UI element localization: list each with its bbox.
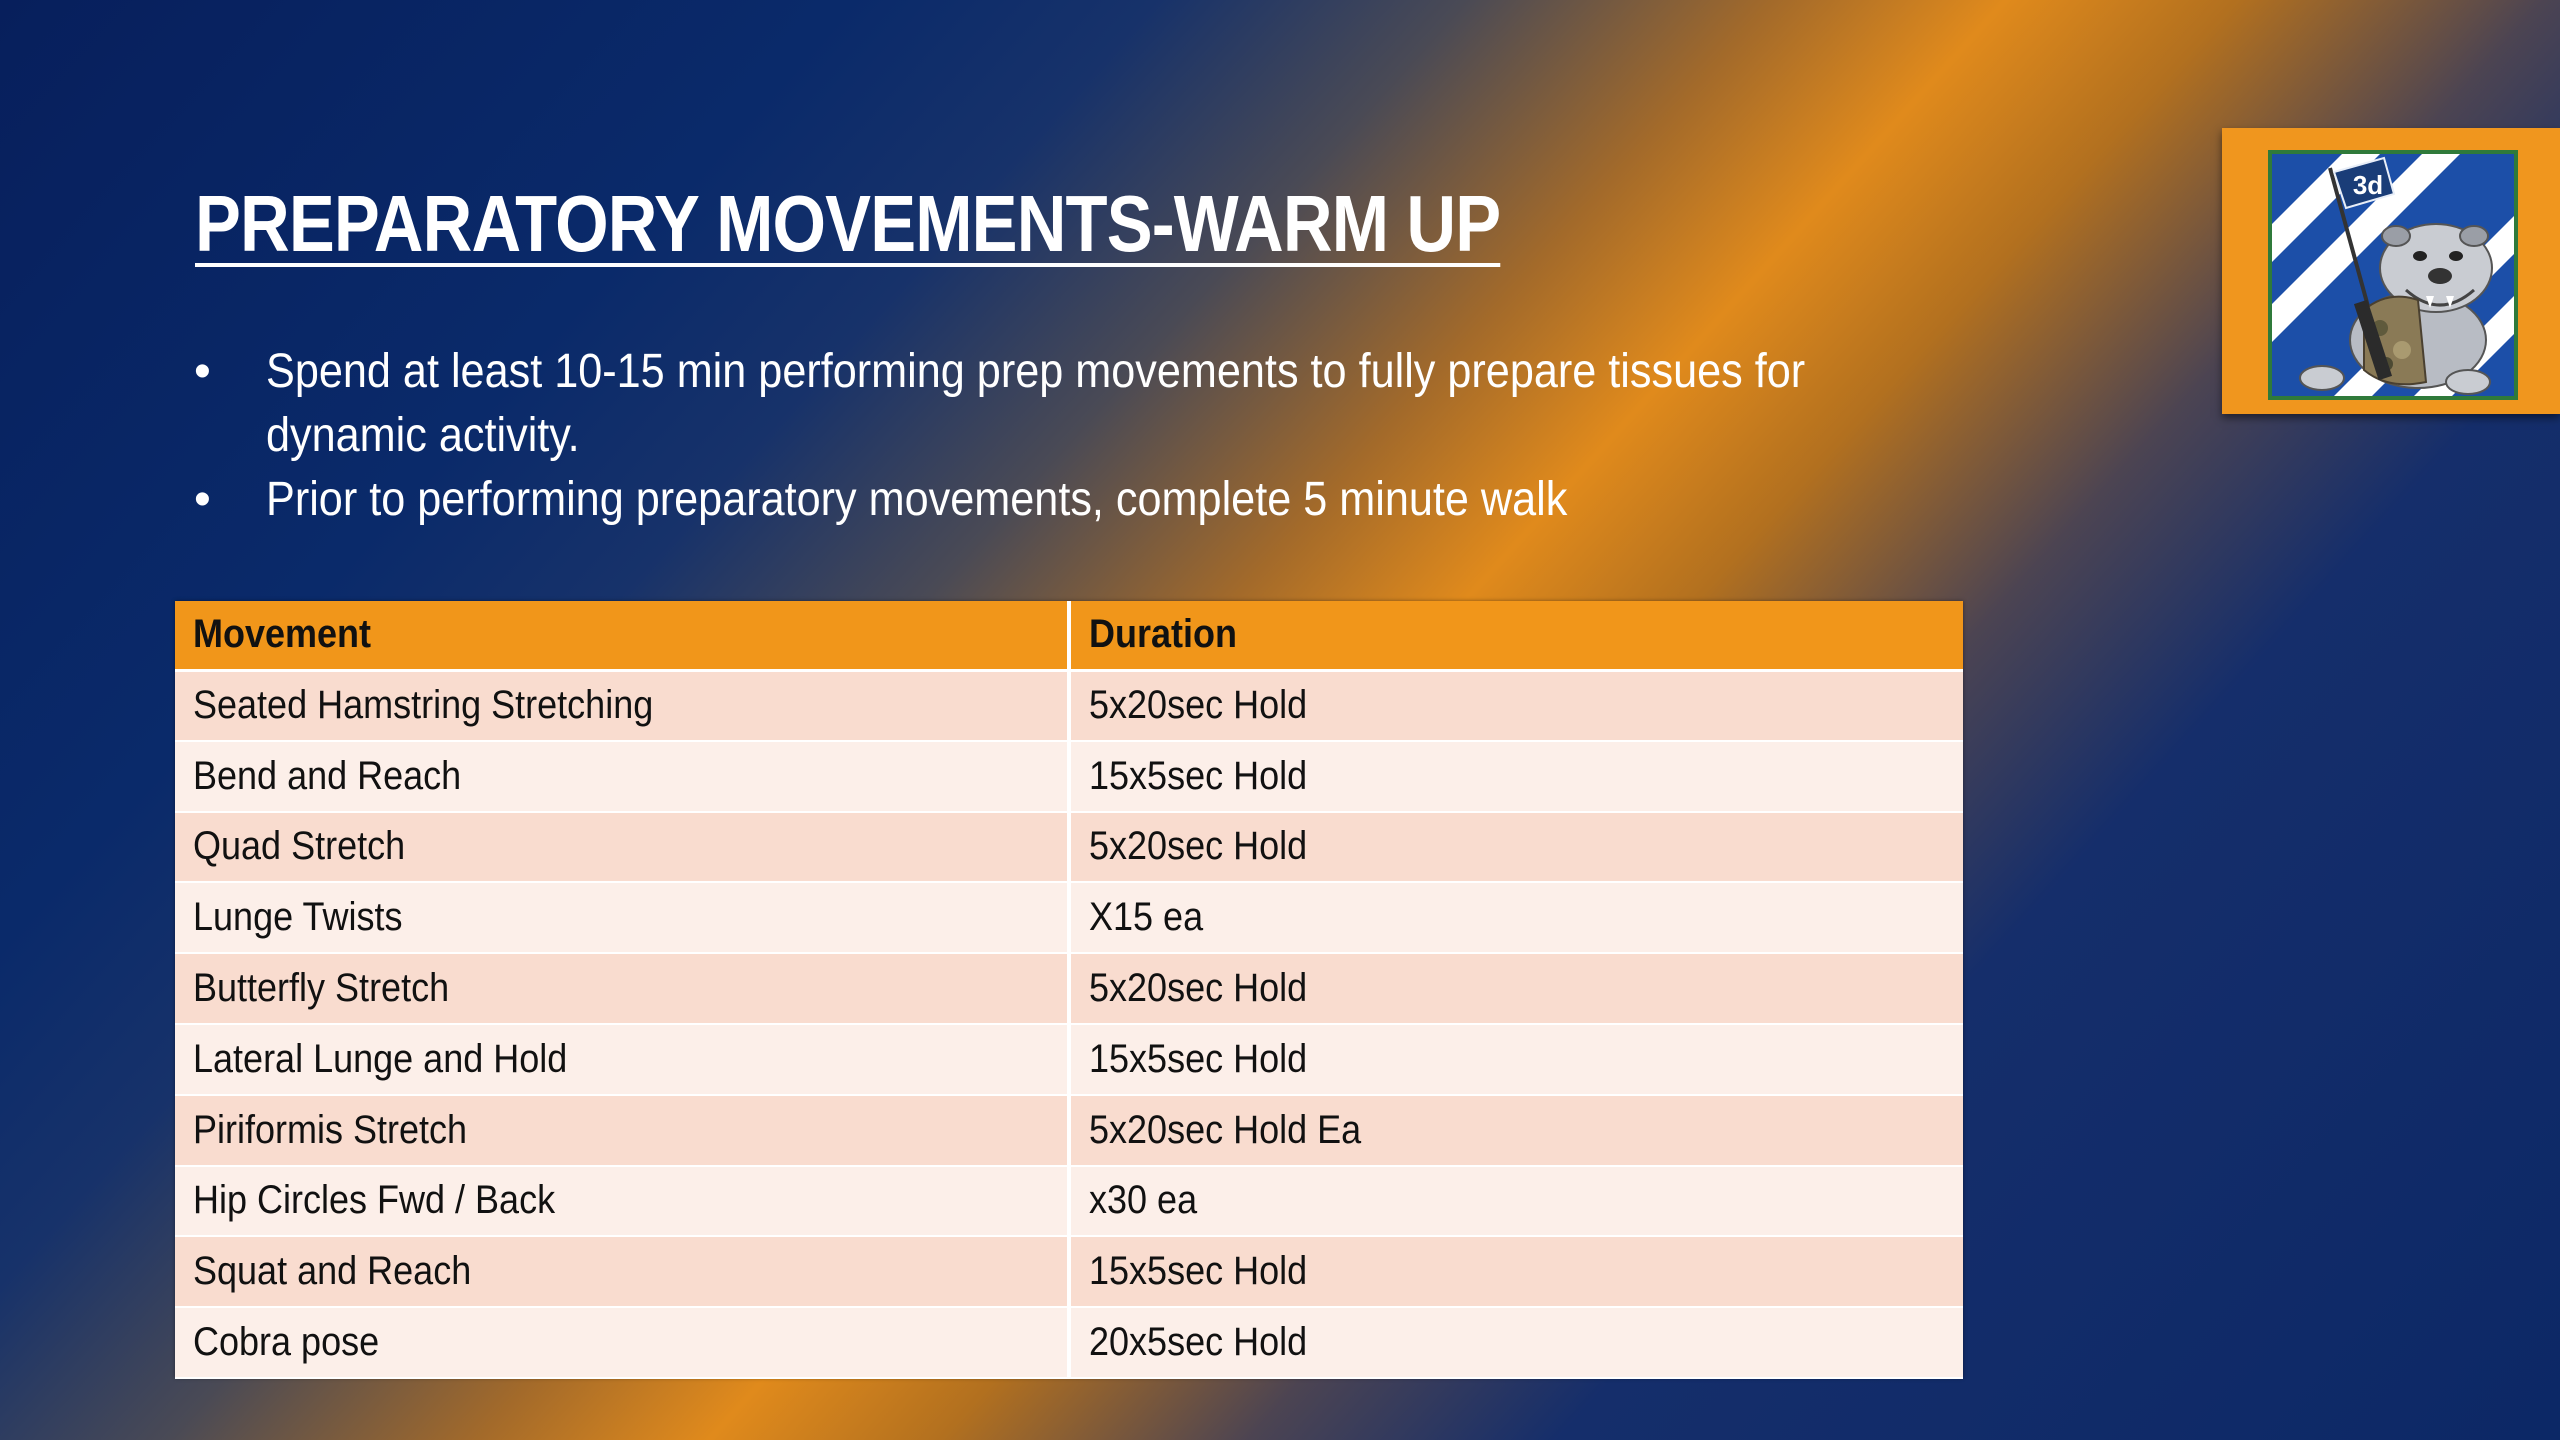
bullet-text: Spend at least 10-15 min performing prep movements to fully prepare tissues for dynamic activity. [266, 345, 1806, 462]
table-row [175, 812, 1963, 883]
duration-cell: x30 ea [1069, 1166, 1963, 1237]
bullet-marker: • [194, 473, 211, 526]
movement-cell: Seated Hamstring Stretching [175, 670, 1069, 741]
duration-cell: 5x20sec Hold Ea [1069, 1095, 1963, 1166]
table-row [175, 1166, 1963, 1237]
duration-cell: 15x5sec Hold [1069, 1236, 1963, 1307]
movements-table [175, 601, 1963, 1378]
header-movement: Movement [175, 601, 1069, 670]
bullet-marker: • [194, 345, 211, 398]
movement-cell: Piriformis Stretch [175, 1095, 1069, 1166]
bullet-item [190, 468, 1890, 532]
duration-cell: 20x5sec Hold [1069, 1307, 1963, 1378]
duration-cell: 5x20sec Hold [1069, 812, 1963, 883]
duration-cell: 15x5sec Hold [1069, 1024, 1963, 1095]
table-row [175, 741, 1963, 812]
movement-cell: Lateral Lunge and Hold [175, 1024, 1069, 1095]
movement-cell: Cobra pose [175, 1307, 1069, 1378]
table-row [175, 1095, 1963, 1166]
duration-cell: 15x5sec Hold [1069, 741, 1963, 812]
bullet-text: Prior to performing preparatory movements, complete 5 minute walk [266, 473, 1568, 526]
table-row [175, 1024, 1963, 1095]
table-row [175, 953, 1963, 1024]
table-header-row [175, 601, 1963, 670]
movement-cell: Squat and Reach [175, 1236, 1069, 1307]
table-row [175, 1307, 1963, 1378]
duration-cell: 5x20sec Hold [1069, 670, 1963, 741]
table-row [175, 882, 1963, 953]
bullet-list [190, 340, 1890, 532]
table-row [175, 1236, 1963, 1307]
movement-cell: Lunge Twists [175, 882, 1069, 953]
header-duration: Duration [1069, 601, 1963, 670]
movement-cell: Butterfly Stretch [175, 953, 1069, 1024]
duration-cell: X15 ea [1069, 882, 1963, 953]
flag-text: 3d [2352, 170, 2384, 200]
unit-logo-badge [2222, 128, 2560, 414]
bullet-item [190, 340, 1890, 468]
movement-cell: Hip Circles Fwd / Back [175, 1166, 1069, 1237]
duration-cell: 5x20sec Hold [1069, 953, 1963, 1024]
movement-cell: Quad Stretch [175, 812, 1069, 883]
movement-cell: Bend and Reach [175, 741, 1069, 812]
bulldog-logo-icon [2268, 150, 2518, 400]
table-row [175, 670, 1963, 741]
slide-title: PREPARATORY MOVEMENTS-WARM UP [195, 179, 1501, 268]
